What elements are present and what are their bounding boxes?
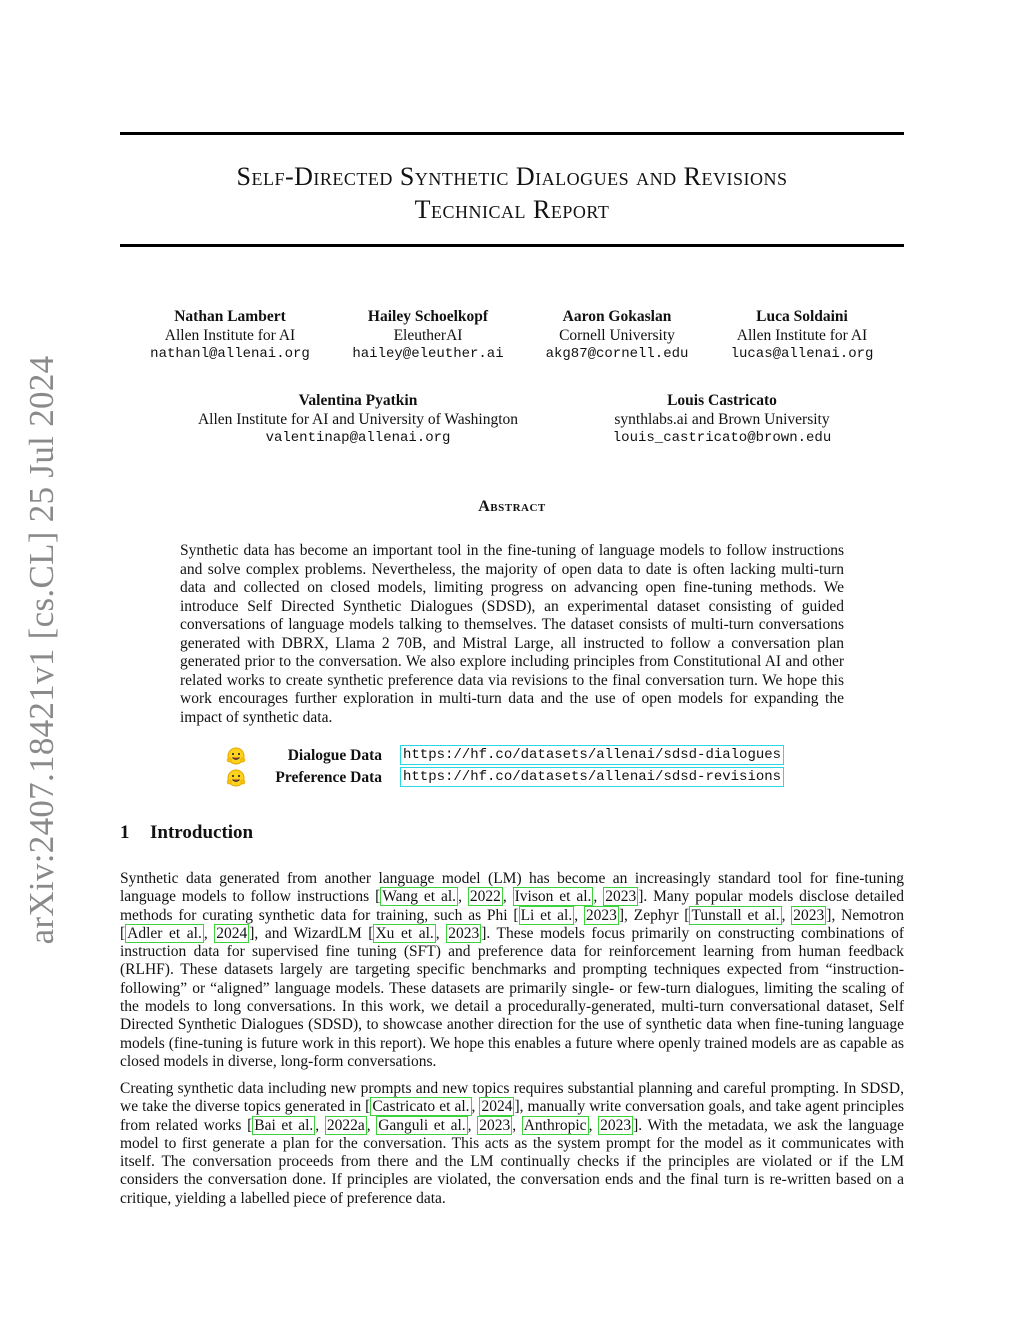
author-email[interactable]: hailey@eleuther.ai <box>352 346 504 362</box>
dataset-row-preference <box>0 768 1024 788</box>
text-run: , <box>471 1098 480 1116</box>
text-run: , <box>366 1116 377 1134</box>
citation-link[interactable]: 2023 <box>600 1116 632 1134</box>
text-run: , <box>315 1116 325 1134</box>
text-run: , <box>467 1116 478 1134</box>
citation-link[interactable]: Li et al. <box>520 906 573 924</box>
dataset-link[interactable]: https://hf.co/datasets/allenai/sdsd-revisions <box>400 767 784 787</box>
author-email[interactable]: lucas@allenai.org <box>730 346 874 362</box>
author-name: Aaron Gokaslan <box>562 308 672 325</box>
dataset-label: Preference Data <box>275 769 382 786</box>
text-run: , <box>512 1116 522 1134</box>
text-run: , <box>435 924 447 942</box>
author-affiliation: synthlabs.ai and Brown University <box>614 410 830 428</box>
dataset-row-dialogue <box>0 746 1024 766</box>
author-name: Nathan Lambert <box>174 308 286 325</box>
text-run: , <box>588 1116 599 1134</box>
citation-link[interactable]: 2023 <box>793 906 825 924</box>
text-run: ], manually write conversation goals, and take agent principles from related works [ <box>120 1098 904 1134</box>
text-run: , <box>593 888 604 906</box>
citation-link[interactable]: Tunstall et al. <box>691 906 780 924</box>
paper-title <box>120 160 904 226</box>
author-email[interactable]: akg87@cornell.edu <box>545 346 689 362</box>
citation-link[interactable]: 2022a <box>326 1116 365 1134</box>
text-run: , <box>502 888 513 906</box>
text-run: ], and WizardLM [ <box>249 924 374 942</box>
citation-link[interactable]: Wang et al. <box>382 888 457 906</box>
text-run: , <box>458 888 468 906</box>
citation-link[interactable]: 2023 <box>585 906 617 924</box>
citation-link[interactable]: Anthropic <box>523 1116 587 1134</box>
author-affiliation: Cornell University <box>559 326 675 344</box>
section-number: 1 <box>120 822 130 843</box>
text-run: , <box>781 906 792 924</box>
author-affiliation: Allen Institute for AI and University of Washington <box>197 410 519 428</box>
author-email[interactable]: nathanl@allenai.org <box>150 346 310 362</box>
title-line-2: Technical Report <box>414 195 610 224</box>
author-block <box>352 308 503 364</box>
section-title: Introduction <box>150 822 254 843</box>
citation-link[interactable]: 2023 <box>479 1116 511 1134</box>
author-block <box>198 392 518 448</box>
text-run: , <box>574 906 584 924</box>
text-run: Synthetic data generated from another language model (LM) has become an increasingly standard tool for fine-tuning language models to follow instructions [ <box>120 870 904 906</box>
author-block <box>546 308 689 364</box>
author-name: Luca Soldaini <box>756 308 848 325</box>
text-run: ], Nemotron [ <box>120 906 904 942</box>
citation-link[interactable]: Castricato et al. <box>372 1098 470 1116</box>
abstract-heading: Abstract <box>478 498 546 515</box>
title-rule-bottom <box>120 244 904 247</box>
citation-link[interactable]: 2022 <box>469 888 501 906</box>
author-block <box>150 308 310 364</box>
author-name: Louis Castricato <box>667 392 777 409</box>
section-heading <box>120 822 253 844</box>
citation-link[interactable]: Ganguli et al. <box>378 1116 466 1134</box>
text-run: ]. Many popular models disclose detailed methods for curating synthetic data for training, such as Phi [ <box>120 888 905 924</box>
intro-paragraph-2 <box>120 1080 904 1208</box>
title-rule-top <box>120 132 904 135</box>
dataset-link[interactable]: https://hf.co/datasets/allenai/sdsd-dialogues <box>400 745 784 765</box>
intro-paragraph-1 <box>120 870 904 1071</box>
dataset-label: Dialogue Data <box>287 747 382 764</box>
citation-link[interactable]: Bai et al. <box>254 1116 314 1134</box>
author-name: Hailey Schoelkopf <box>367 308 489 325</box>
author-block <box>731 308 874 364</box>
text-run: Creating synthetic data including new prompts and new topics requires substantial planning and careful prompting. In SDSD, we take the diverse topics generated in [ <box>120 1080 904 1116</box>
text-run: , <box>203 924 215 942</box>
citation-link[interactable]: Adler et al. <box>127 924 202 942</box>
text-run: ], Zephyr [ <box>618 906 690 924</box>
abstract-text: Synthetic data has become an important tool in the fine-tuning of language models to follow instructions and solve complex problems. Nevertheless, the majority of open data to date is often lacking multi-turn data and collected on closed models, limiting progress on advancing open fine-tuning methods. We introduce Self Directed Synthetic Dialogues (SDSD), an experimental dataset consisting of guided conversations of language models talking to themselves. The dataset consists of multi-turn conversations generated with DBRX, Llama 2 70B, and Mistral Large, all instructed to follow a conversation plan generated prior to the conversation. We also explore including principles from Constitutional AI and other related works to create synthetic preference data via revisions to the final conversation turn. We hope this work encourages further exploration in multi-turn data and the use of open models for expanding the impact of synthetic data. <box>180 542 844 726</box>
citation-link[interactable]: Xu et al. <box>375 924 434 942</box>
author-email[interactable]: valentinap@allenai.org <box>265 430 451 446</box>
title-line-1: Self-Directed Synthetic Dialogues and Revisions <box>236 162 788 191</box>
author-name: Valentina Pyatkin <box>298 392 418 409</box>
author-email[interactable]: louis_castricato@brown.edu <box>612 430 832 446</box>
author-affiliation: Allen Institute for AI <box>164 326 296 344</box>
arxiv-identifier[interactable]: arXiv:2407.18421v1 [cs.CL] 25 Jul 2024 <box>22 355 61 945</box>
citation-link[interactable]: Ivison et al. <box>514 888 592 906</box>
citation-link[interactable]: 2024 <box>481 1098 513 1116</box>
citation-link[interactable]: 2023 <box>448 924 480 942</box>
author-affiliation: EleutherAI <box>393 326 463 344</box>
citation-link[interactable]: 2023 <box>605 888 637 906</box>
author-affiliation: Allen Institute for AI <box>736 326 868 344</box>
citation-link[interactable]: 2024 <box>216 924 248 942</box>
author-block <box>613 392 831 448</box>
text-run: ]. These models focus primarily on constructing combinations of instruction data for supervised fine tuning (SFT) and preference data for reinforcement learning from human feedback (RLHF). These datasets largely are targeting specific benchmarks and prompting techniques expected from “instruction-following” or “aligned” language models. These datasets are primarily single- or few-turn dialogues, limiting the scaling of the models to long conversations. In this work, we detail a procedurally-generated, multi-turn conversational dataset, Self Directed Synthetic Dialogues (SDSD), to showcase another direction for the use of synthetic data when fine-tuning language models (fine-tuning is future work in this report). We hope this enables a future where openly trained models are as capable as closed models in diverse, long-form conversations. <box>120 924 905 1070</box>
text-run: ]. With the metadata, we ask the language model to first generate a plan for the conversation. This acts as the system prompt for the model as it communicates with itself. The conversation proceeds from there and the LM continually checks if the principles are violated or if the LM considers the conversation done. If principles are violated, the conversation ends and the final turn is re-written based on a critique, yielding a labelled piece of preference data. <box>120 1116 905 1207</box>
